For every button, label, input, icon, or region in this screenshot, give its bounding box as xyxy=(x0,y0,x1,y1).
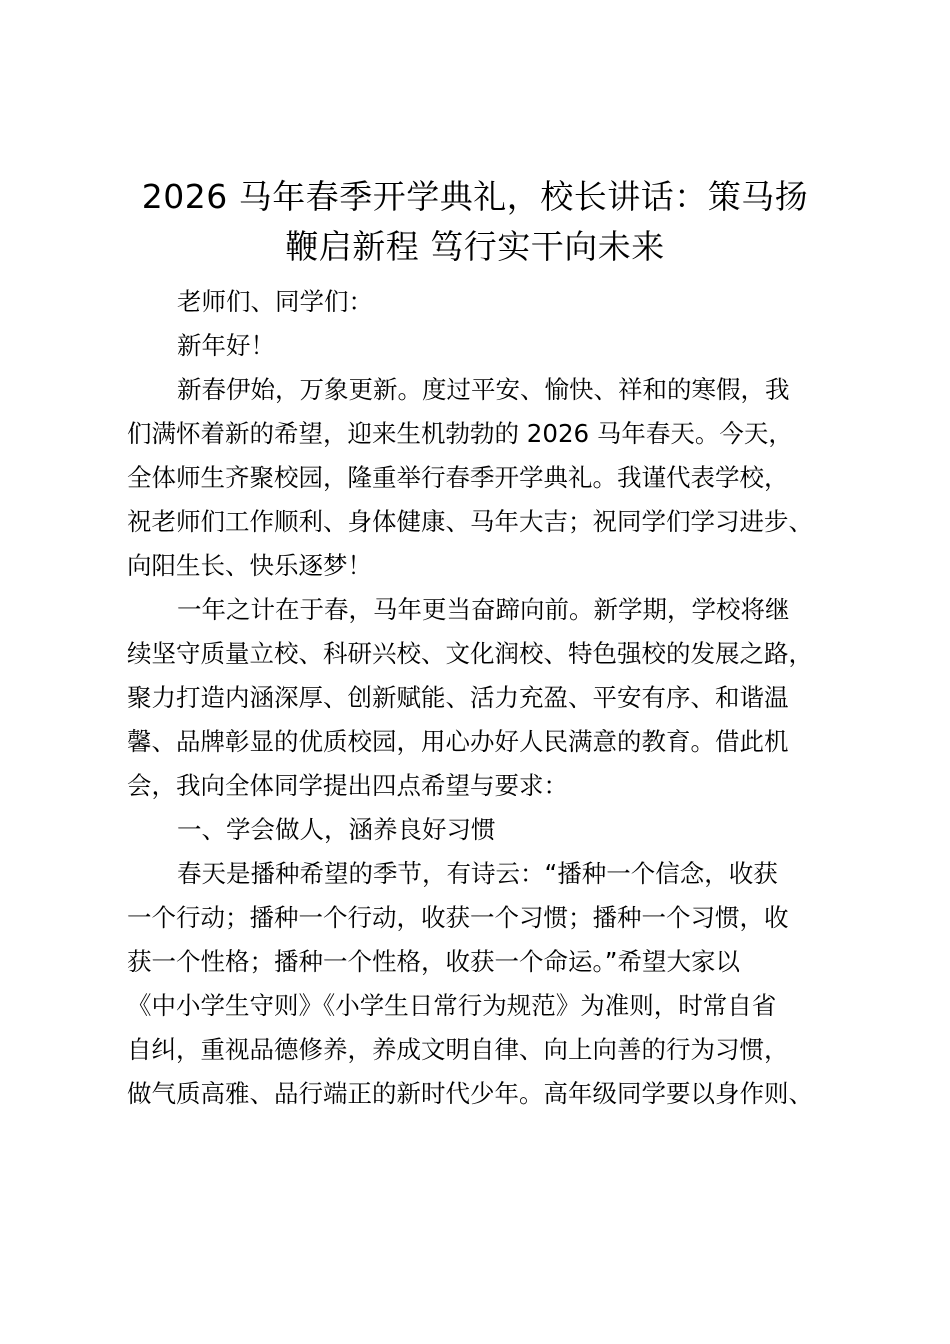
paragraph-habits xyxy=(127,852,867,1116)
paragraph-line: 续坚守质量立校、科研兴校、文化润校、特色强校的发展之路， xyxy=(127,639,813,668)
paragraph-line: 会，我向全体同学提出四点希望与要求： xyxy=(127,771,568,800)
paragraph-line: 向阳生长、快乐逐梦！ xyxy=(127,551,372,580)
title-line: 鞭启新程 笃行实干向未来 xyxy=(285,227,665,266)
paragraph-line: 一个行动；播种一个行动，收获一个习惯；播种一个习惯，收 xyxy=(127,903,789,932)
paragraph-line: 自纠，重视品德修养，养成文明自律、向上向善的行为习惯， xyxy=(127,1035,789,1064)
document-body xyxy=(127,280,867,1116)
paragraph-line: 一年之计在于春，马年更当奋蹄向前。新学期，学校将继 xyxy=(177,595,790,624)
paragraph-line: 全体师生齐聚校园，隆重举行春季开学典礼。我谨代表学校， xyxy=(127,463,789,492)
document-title xyxy=(120,172,830,272)
paragraph-line: 馨、品牌彰显的优质校园，用心办好人民满意的教育。借此机 xyxy=(127,727,789,756)
section-heading: 一、学会做人，涵养良好习惯 xyxy=(177,815,496,844)
paragraph-opening xyxy=(127,368,867,588)
paragraph-line: 春天是播种希望的季节，有诗云：“播种一个信念，收获 xyxy=(177,859,778,888)
new-year-wish: 新年好！ xyxy=(177,331,275,360)
paragraph-line: 们满怀着新的希望，迎来生机勃勃的 2026 马年春天。今天， xyxy=(127,419,793,448)
paragraph-line: 聚力打造内涵深厚、创新赋能、活力充盈、平安有序、和谐温 xyxy=(127,683,789,712)
paragraph-development xyxy=(127,588,867,808)
paragraph-line: 获一个性格；播种一个性格，收获一个命运。”希望大家以 xyxy=(127,947,740,976)
paragraph-line: 祝老师们工作顺利、身体健康、马年大吉；祝同学们学习进步、 xyxy=(127,507,813,536)
greeting: 老师们、同学们： xyxy=(177,287,373,316)
paragraph-line: 《中小学生守则》《小学生日常行为规范》为准则，时常自省 xyxy=(127,991,777,1020)
title-line: 2026 马年春季开学典礼，校长讲话：策马扬 xyxy=(141,177,809,216)
paragraph-line: 新春伊始，万象更新。度过平安、愉快、祥和的寒假，我 xyxy=(177,375,790,404)
paragraph-line: 做气质高雅、品行端正的新时代少年。高年级同学要以身作则、 xyxy=(127,1079,813,1108)
